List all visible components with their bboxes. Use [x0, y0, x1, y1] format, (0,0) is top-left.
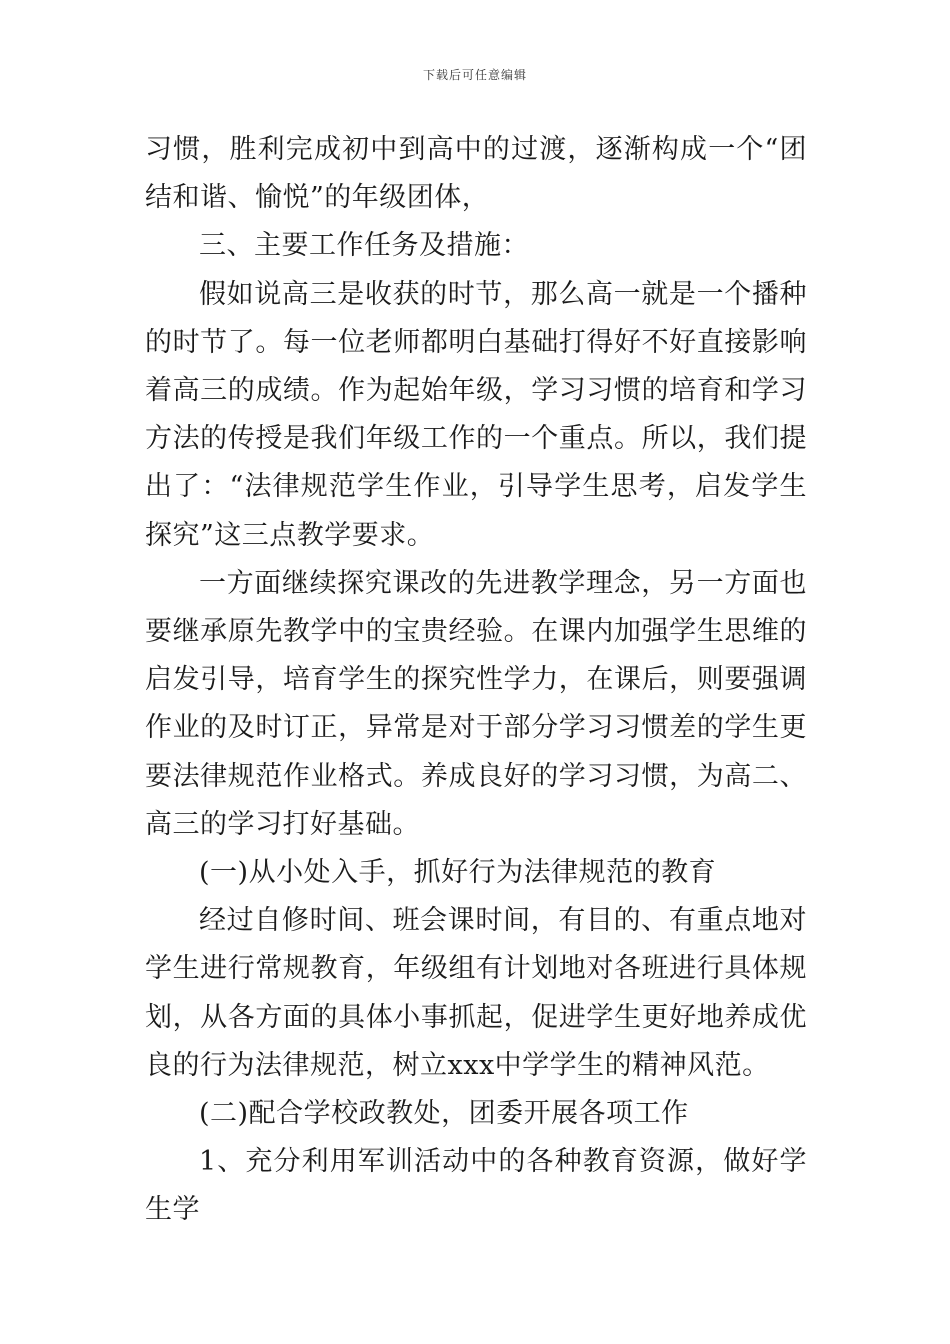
paragraph-3: 一方面继续探究课改的先进教学理念，另一方面也要继承原先教学中的宝贵经验。在课内加强学生思维的启发引导，培育学生的探究性学力，在课后，则要强调作业的及时订正，异常是对于部分学习习惯差的学生更要法律规范作业格式。养成良好的学习习惯，为高二、高三的学习打好基础。: [145, 567, 807, 840]
section-heading-tasks: 三、主要工作任务及措施：: [199, 230, 529, 262]
subheading-2: (二)配合学校政教处，团委开展各项工作: [199, 1098, 689, 1130]
document-body: [145, 126, 807, 1235]
subheading-1: (一)从小处入手，抓好行为法律规范的教育: [199, 857, 717, 889]
paragraph-4: 经过自修时间、班会课时间，有目的、有重点地对学生进行常规教育，年级组有计划地对各班进行具体规划，从各方面的具体小事抓起，促进学生更好地养成优良的行为法律规范，树立xxx中学学生的精神风范。: [145, 905, 807, 1081]
header-note: 下载后可任意编辑: [422, 68, 527, 82]
paragraph-2: 假如说高三是收获的时节，那么高一就是一个播种的时节了。每一位老师都明白基础打得好不好直接影响着高三的成绩。作为起始年级，学习习惯的培育和学习方法的传授是我们年级工作的一个重点。所以，我们提出了：“法律规范学生作业，引导学生思考，启发学生探究”这三点教学要求。: [145, 278, 807, 551]
paragraph-5: 1、充分利用军训活动中的各种教育资源，做好学生学: [145, 1146, 807, 1226]
paragraph-1: 习惯，胜利完成初中到高中的过渡，逐渐构成一个“团结和谐、愉悦”的年级团体，: [145, 134, 807, 214]
